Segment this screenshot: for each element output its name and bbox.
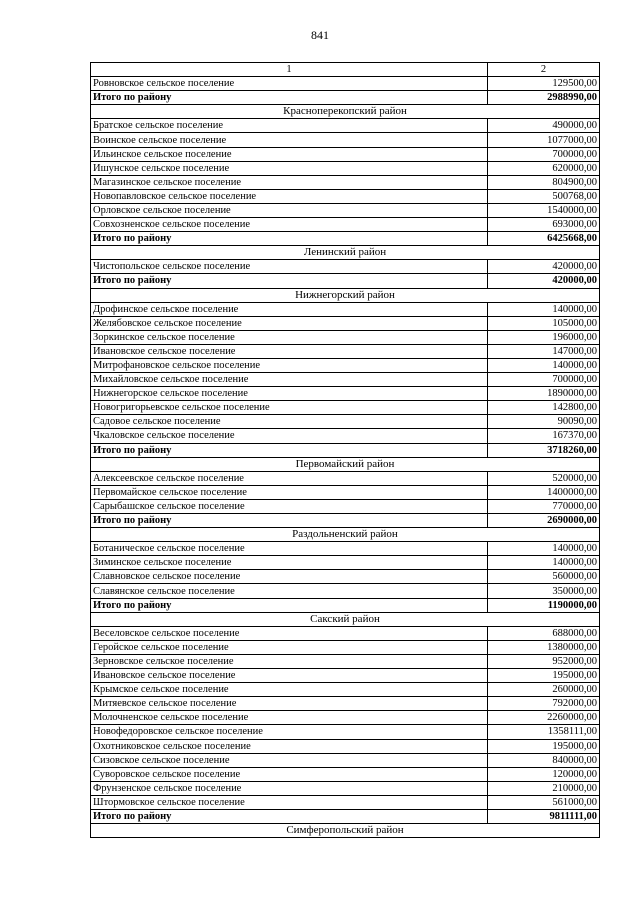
table-row <box>91 584 600 598</box>
region-header-row <box>91 288 600 302</box>
amount-cell: 770000,00 <box>488 499 600 513</box>
district-total-row <box>91 443 600 457</box>
settlement-name: Крымское сельское поселение <box>91 683 488 697</box>
region-name: Симферопольский район <box>91 824 600 838</box>
amount-cell: 260000,00 <box>488 683 600 697</box>
total-label: Итого по району <box>91 598 488 612</box>
amount-cell: 195000,00 <box>488 669 600 683</box>
amount-cell: 1540000,00 <box>488 203 600 217</box>
amount-cell: 147000,00 <box>488 344 600 358</box>
amount-cell: 1358111,00 <box>488 725 600 739</box>
region-name: Первомайский район <box>91 457 600 471</box>
table-row <box>91 570 600 584</box>
table-row <box>91 161 600 175</box>
amount-cell: 490000,00 <box>488 119 600 133</box>
settlement-name: Славянское сельское поселение <box>91 584 488 598</box>
settlement-name: Михайловское сельское поселение <box>91 373 488 387</box>
settlement-name: Митяевское сельское поселение <box>91 697 488 711</box>
amount-cell: 120000,00 <box>488 767 600 781</box>
settlement-name: Славновское сельское поселение <box>91 570 488 584</box>
column-header-1: 1 <box>91 63 488 77</box>
settlement-name: Желябовское сельское поселение <box>91 316 488 330</box>
settlement-name: Суворовское сельское поселение <box>91 767 488 781</box>
district-total-row <box>91 514 600 528</box>
region-header-row <box>91 528 600 542</box>
amount-cell: 1400000,00 <box>488 485 600 499</box>
table-row <box>91 429 600 443</box>
amount-cell: 140000,00 <box>488 542 600 556</box>
table-row <box>91 542 600 556</box>
amount-cell: 105000,00 <box>488 316 600 330</box>
amount-cell: 804900,00 <box>488 175 600 189</box>
settlement-name: Братское сельское поселение <box>91 119 488 133</box>
amount-cell: 561000,00 <box>488 795 600 809</box>
table-row <box>91 119 600 133</box>
table-row <box>91 556 600 570</box>
amount-cell: 840000,00 <box>488 753 600 767</box>
total-amount: 6425668,00 <box>488 232 600 246</box>
settlement-name: Ильинское сельское поселение <box>91 147 488 161</box>
table-row <box>91 795 600 809</box>
total-label: Итого по району <box>91 514 488 528</box>
region-name: Красноперекопский район <box>91 105 600 119</box>
amount-cell: 140000,00 <box>488 556 600 570</box>
table-row <box>91 175 600 189</box>
amount-cell: 700000,00 <box>488 147 600 161</box>
amount-cell: 1380000,00 <box>488 640 600 654</box>
settlement-name: Зиминское сельское поселение <box>91 556 488 570</box>
settlement-name: Зерновское сельское поселение <box>91 654 488 668</box>
settlement-name: Новофедоровское сельское поселение <box>91 725 488 739</box>
amount-cell: 620000,00 <box>488 161 600 175</box>
table-row <box>91 626 600 640</box>
district-total-row <box>91 274 600 288</box>
amount-cell: 2260000,00 <box>488 711 600 725</box>
table-row <box>91 499 600 513</box>
amount-cell: 688000,00 <box>488 626 600 640</box>
amount-cell: 520000,00 <box>488 471 600 485</box>
amount-cell: 1890000,00 <box>488 387 600 401</box>
settlement-name: Охотниковское сельское поселение <box>91 739 488 753</box>
total-amount: 2690000,00 <box>488 514 600 528</box>
settlement-name: Сарыбашское сельское поселение <box>91 499 488 513</box>
amount-cell: 350000,00 <box>488 584 600 598</box>
total-label: Итого по району <box>91 232 488 246</box>
table-row <box>91 471 600 485</box>
table-row <box>91 711 600 725</box>
region-name: Нижнегорский район <box>91 288 600 302</box>
region-name: Раздольненский район <box>91 528 600 542</box>
total-amount: 2988990,00 <box>488 91 600 105</box>
settlement-name: Ботаническое сельское поселение <box>91 542 488 556</box>
settlement-name: Геройское сельское поселение <box>91 640 488 654</box>
table-row <box>91 683 600 697</box>
district-total-row <box>91 809 600 823</box>
amount-cell: 140000,00 <box>488 358 600 372</box>
amount-cell: 1077000,00 <box>488 133 600 147</box>
amount-cell: 210000,00 <box>488 781 600 795</box>
amount-cell: 420000,00 <box>488 260 600 274</box>
total-label: Итого по району <box>91 809 488 823</box>
table-row <box>91 485 600 499</box>
settlement-name: Молочненское сельское поселение <box>91 711 488 725</box>
settlement-name: Ивановское сельское поселение <box>91 344 488 358</box>
settlement-name: Первомайское сельское поселение <box>91 485 488 499</box>
amount-cell: 196000,00 <box>488 330 600 344</box>
amount-cell: 952000,00 <box>488 654 600 668</box>
settlement-name: Фрунзенское сельское поселение <box>91 781 488 795</box>
region-name: Ленинский район <box>91 246 600 260</box>
table-row <box>91 358 600 372</box>
district-total-row <box>91 598 600 612</box>
table-row <box>91 640 600 654</box>
table-row <box>91 189 600 203</box>
table-row <box>91 147 600 161</box>
table-row <box>91 415 600 429</box>
total-amount: 9811111,00 <box>488 809 600 823</box>
settlement-name: Совхозненское сельское поселение <box>91 218 488 232</box>
settlement-name: Магазинское сельское поселение <box>91 175 488 189</box>
table-row <box>91 373 600 387</box>
settlement-name: Веселовское сельское поселение <box>91 626 488 640</box>
settlement-name: Дрофинское сельское поселение <box>91 302 488 316</box>
region-header-row <box>91 824 600 838</box>
total-amount: 420000,00 <box>488 274 600 288</box>
amount-cell: 195000,00 <box>488 739 600 753</box>
page-number: 841 <box>311 28 329 42</box>
table-body <box>91 63 600 838</box>
budget-allocation-table <box>90 62 600 838</box>
region-header-row <box>91 457 600 471</box>
table-row <box>91 387 600 401</box>
column-header-2: 2 <box>488 63 600 77</box>
total-label: Итого по району <box>91 91 488 105</box>
settlement-name: Воинское сельское поселение <box>91 133 488 147</box>
settlement-name: Алексеевское сельское поселение <box>91 471 488 485</box>
table-row <box>91 344 600 358</box>
amount-cell: 129500,00 <box>488 77 600 91</box>
district-total-row <box>91 232 600 246</box>
table-row <box>91 77 600 91</box>
region-header-row <box>91 105 600 119</box>
table-row <box>91 260 600 274</box>
table-row <box>91 767 600 781</box>
table-row <box>91 753 600 767</box>
amount-cell: 693000,00 <box>488 218 600 232</box>
amount-cell: 140000,00 <box>488 302 600 316</box>
region-header-row <box>91 246 600 260</box>
region-header-row <box>91 612 600 626</box>
settlement-name: Зоркинское сельское поселение <box>91 330 488 344</box>
amount-cell: 792000,00 <box>488 697 600 711</box>
table-row <box>91 133 600 147</box>
settlement-name: Митрофановское сельское поселение <box>91 358 488 372</box>
table-row <box>91 697 600 711</box>
settlement-name: Новогригорьевское сельское поселение <box>91 401 488 415</box>
table-row <box>91 218 600 232</box>
settlement-name: Нижнегорское сельское поселение <box>91 387 488 401</box>
amount-cell: 142800,00 <box>488 401 600 415</box>
table-row <box>91 203 600 217</box>
settlement-name: Чкаловское сельское поселение <box>91 429 488 443</box>
settlement-name: Новопавловское сельское поселение <box>91 189 488 203</box>
total-amount: 3718260,00 <box>488 443 600 457</box>
settlement-name: Ровновское сельское поселение <box>91 77 488 91</box>
table-row <box>91 739 600 753</box>
total-amount: 1190000,00 <box>488 598 600 612</box>
table-row <box>91 725 600 739</box>
table-row <box>91 654 600 668</box>
table-row <box>91 302 600 316</box>
region-name: Сакский район <box>91 612 600 626</box>
table-row <box>91 330 600 344</box>
settlement-name: Орловское сельское поселение <box>91 203 488 217</box>
settlement-name: Штормовское сельское поселение <box>91 795 488 809</box>
amount-cell: 560000,00 <box>488 570 600 584</box>
settlement-name: Сизовское сельское поселение <box>91 753 488 767</box>
settlement-name: Ивановское сельское поселение <box>91 669 488 683</box>
total-label: Итого по району <box>91 274 488 288</box>
settlement-name: Ишунское сельское поселение <box>91 161 488 175</box>
settlement-name: Чистопольское сельское поселение <box>91 260 488 274</box>
amount-cell: 700000,00 <box>488 373 600 387</box>
table-row <box>91 401 600 415</box>
district-total-row <box>91 91 600 105</box>
table-row <box>91 316 600 330</box>
total-label: Итого по району <box>91 443 488 457</box>
table-header-row <box>91 63 600 77</box>
table-row <box>91 781 600 795</box>
amount-cell: 500768,00 <box>488 189 600 203</box>
settlement-name: Садовое сельское поселение <box>91 415 488 429</box>
amount-cell: 167370,00 <box>488 429 600 443</box>
table-row <box>91 669 600 683</box>
amount-cell: 90090,00 <box>488 415 600 429</box>
